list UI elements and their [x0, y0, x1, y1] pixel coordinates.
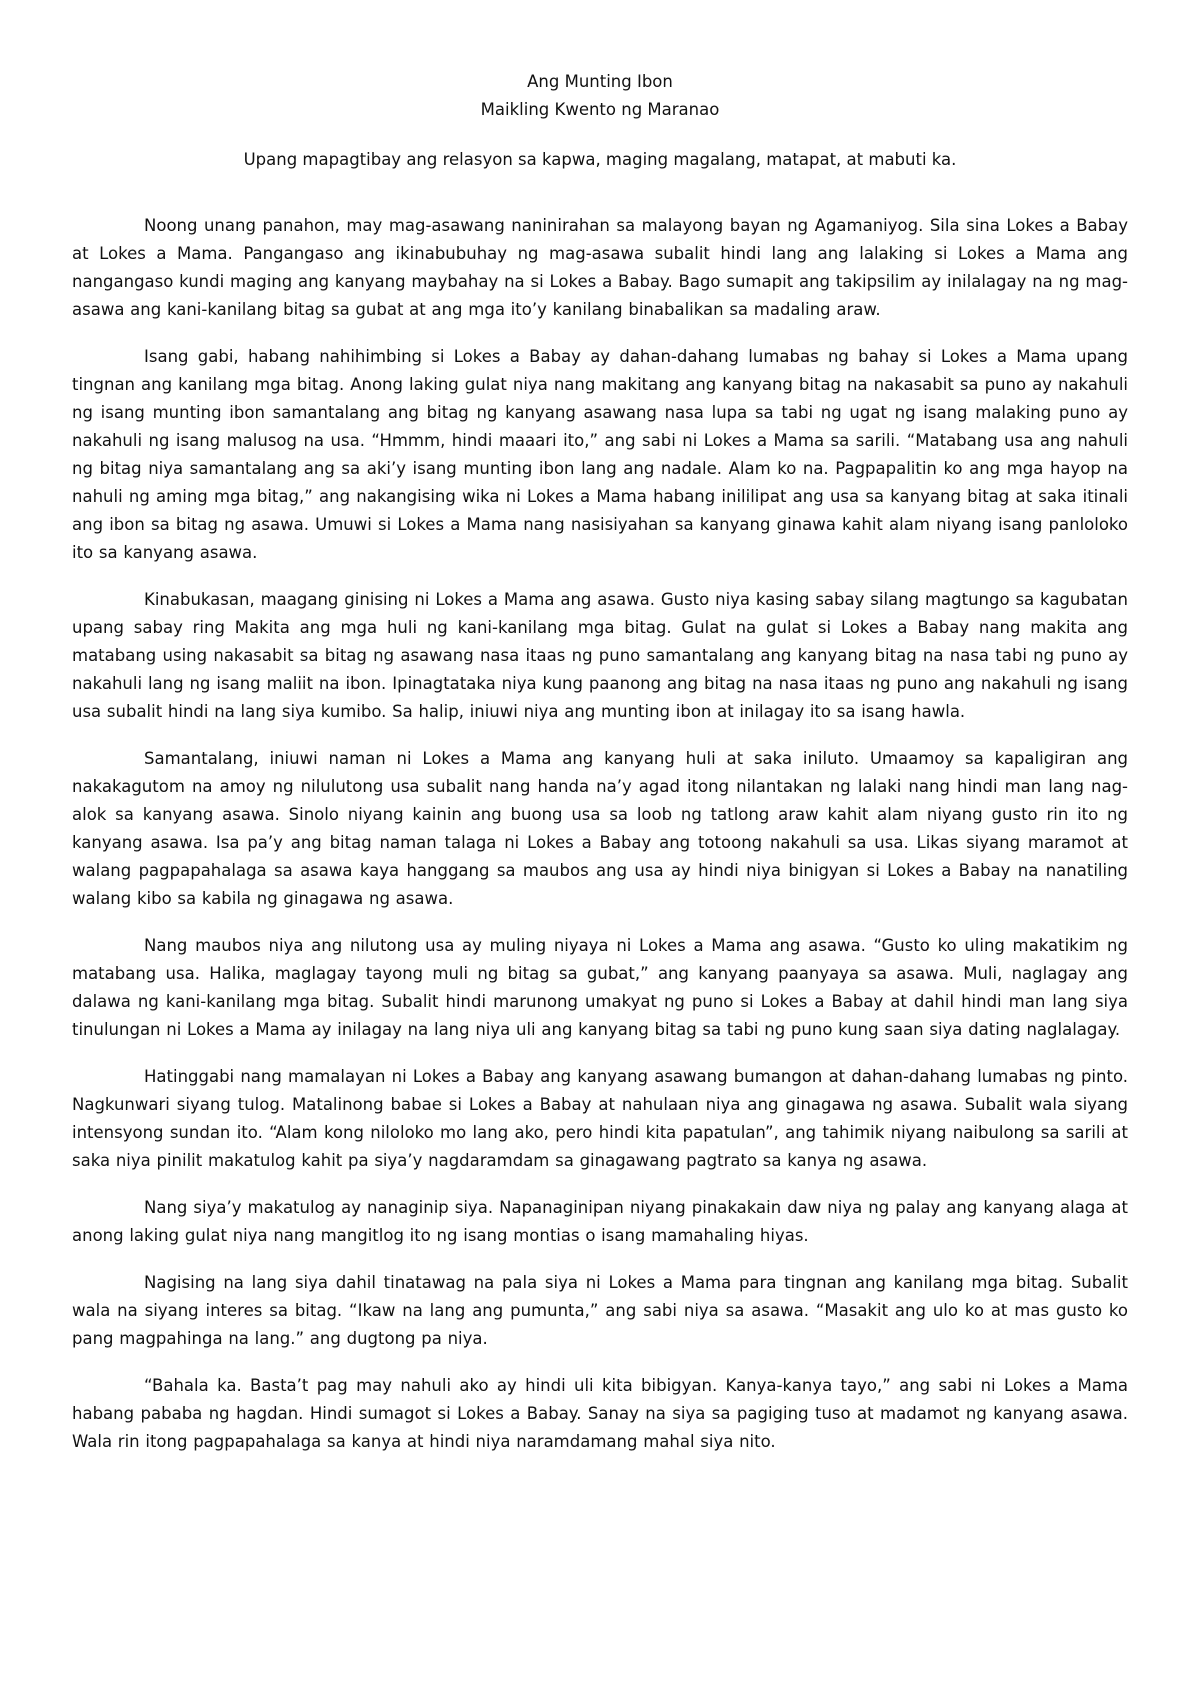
story-paragraph: Samantalang, iniuwi naman ni Lokes a Mama ang kanyang huli at saka iniluto. Umaamoy sa kapaligiran ang nakakagutom na amoy ng nilulutong usa subalit nang handa na’y agad itong nilantakan ng lalaki nang hindi man lang nag-alok sa kanyang asawa. Sinolo niyang kainin ang buong usa sa loob ng tatlong araw kahit alam niyang gusto rin ito ng kanyang asawa. Isa pa’y ang bitag naman talaga ni Lokes a Babay ang totoong nakahuli sa usa. Likas siyang maramot at walang pagpapahalaga sa asawa kaya hanggang sa maubos ang usa ay hindi niya binigyan si Lokes a Babay na nanatiling walang kibo sa kabila ng ginagawa ng asawa. — [72, 749, 1128, 908]
story-moral: Upang mapagtibay ang relasyon sa kapwa, maging magalang, matapat, at mabuti ka. — [243, 150, 957, 169]
document-page — [72, 68, 1128, 1475]
story-paragraph: Nang siya’y makatulog ay nanaginip siya. Napanaginipan niyang pinakakain daw niya ng palay ang kanyang alaga at anong laking gulat niya nang mangitlog ito ng isang montias o isang mamahaling hiyas. — [72, 1198, 1128, 1245]
story-paragraph: Isang gabi, habang nahihimbing si Lokes a Babay ay dahan-dahang lumabas ng bahay si Lokes a Mama upang tingnan ang kanilang mga bitag. Anong laking gulat niya nang makitang ang kanyang bitag na nakasabit sa puno ay nakahuli ng isang munting ibon samantalang ang bitag ng kanyang asawang nasa lupa sa tabi ng ugat ng isang malaking puno ay nakahuli ng isang malusog na usa. “Hmmm, hindi maaari ito,” ang sabi ni Lokes a Mama sa sarili. “Matabang usa ang nahuli ng bitag niya samantalang ang sa aki’y isang munting ibon lang ang nadale. Alam ko na. Pagpapalitin ko ang mga hayop na nahuli ng aming mga bitag,” ang nakangising wika ni Lokes a Mama habang inililipat ang usa sa kanyang bitag at saka itinali ang ibon sa bitag ng asawa. Umuwi si Lokes a Mama nang nasisiyahan sa kanyang ginawa kahit alam niyang isang panloloko ito sa kanyang asawa. — [72, 347, 1128, 562]
story-title: Ang Munting Ibon — [527, 72, 673, 91]
story-paragraph: “Bahala ka. Basta’t pag may nahuli ako ay hindi uli kita bibigyan. Kanya-kanya tayo,” ang sabi ni Lokes a Mama habang pababa ng hagdan. Hindi sumagot si Lokes a Babay. Sanay na siya sa pagiging tuso at madamot ng kanyang asawa. Wala rin itong pagpapahalaga sa kanya at hindi niya naramdamang mahal siya nito. — [72, 1376, 1128, 1451]
story-paragraph: Kinabukasan, maagang ginising ni Lokes a Mama ang asawa. Gusto niya kasing sabay silang magtungo sa kagubatan upang sabay ring Makita ang mga huli ng kani-kanilang mga bitag. Gulat na gulat si Lokes a Babay nang makita ang matabang using nakasabit sa bitag ng asawang nasa itaas ng puno samantalang ang kanyang bitag na nasa tabi ng puno ay nakahuli lang ng isang maliit na ibon. Ipinagtataka niya kung paanong ang bitag na nasa itaas ng puno ang nakahuli ng isang usa subalit hindi na lang siya kumibo. Sa halip, iniuwi niya ang munting ibon at inilagay ito sa isang hawla. — [72, 590, 1128, 721]
story-paragraph: Nagising na lang siya dahil tinatawag na pala siya ni Lokes a Mama para tingnan ang kanilang mga bitag. Subalit wala na siyang interes sa bitag. “Ikaw na lang ang pumunta,” ang sabi niya sa asawa. “Masakit ang ulo ko at mas gusto ko pang magpahinga na lang.” ang dugtong pa niya. — [72, 1273, 1128, 1348]
story-paragraph: Hatinggabi nang mamalayan ni Lokes a Babay ang kanyang asawang bumangon at dahan-dahang lumabas ng pinto. Nagkunwari siyang tulog. Matalinong babae si Lokes a Babay at nahulaan niya ang ginagawa ng asawa. Subalit wala siyang intensyong sundan ito. “Alam kong niloloko mo lang ako, pero hindi kita papatulan”, ang tahimik niyang naibulong sa sarili at saka niya pinilit makatulog kahit pa siya’y nagdaramdam sa ginagawang pagtrato sa kanya ng asawa. — [72, 1067, 1128, 1170]
story-paragraph: Nang maubos niya ang nilutong usa ay muling niyaya ni Lokes a Mama ang asawa. “Gusto ko uling makatikim ng matabang usa. Halika, maglagay tayong muli ng bitag sa gubat,” ang kanyang paanyaya sa asawa. Muli, naglagay ang dalawa ng kani-kanilang mga bitag. Subalit hindi marunong umakyat ng puno si Lokes a Babay at dahil hindi man lang siya tinulungan ni Lokes a Mama ay inilagay na lang niya uli ang kanyang bitag sa tabi ng puno kung saan siya dating naglalagay. — [72, 936, 1128, 1039]
story-subtitle: Maikling Kwento ng Maranao — [480, 100, 720, 119]
story-paragraph: Noong unang panahon, may mag-asawang naninirahan sa malayong bayan ng Agamaniyog. Sila sina Lokes a Babay at Lokes a Mama. Pangangaso ang ikinabubuhay ng mag-asawa subalit hindi lang ang lalaking si Lokes a Mama ang nangangaso kundi maging ang kanyang maybahay na si Lokes a Babay. Bago sumapit ang takipsilim ay inilalagay na ng mag-asawa ang kani-kanilang bitag sa gubat at ang mga ito’y kanilang binabalikan sa madaling araw. — [72, 216, 1128, 319]
